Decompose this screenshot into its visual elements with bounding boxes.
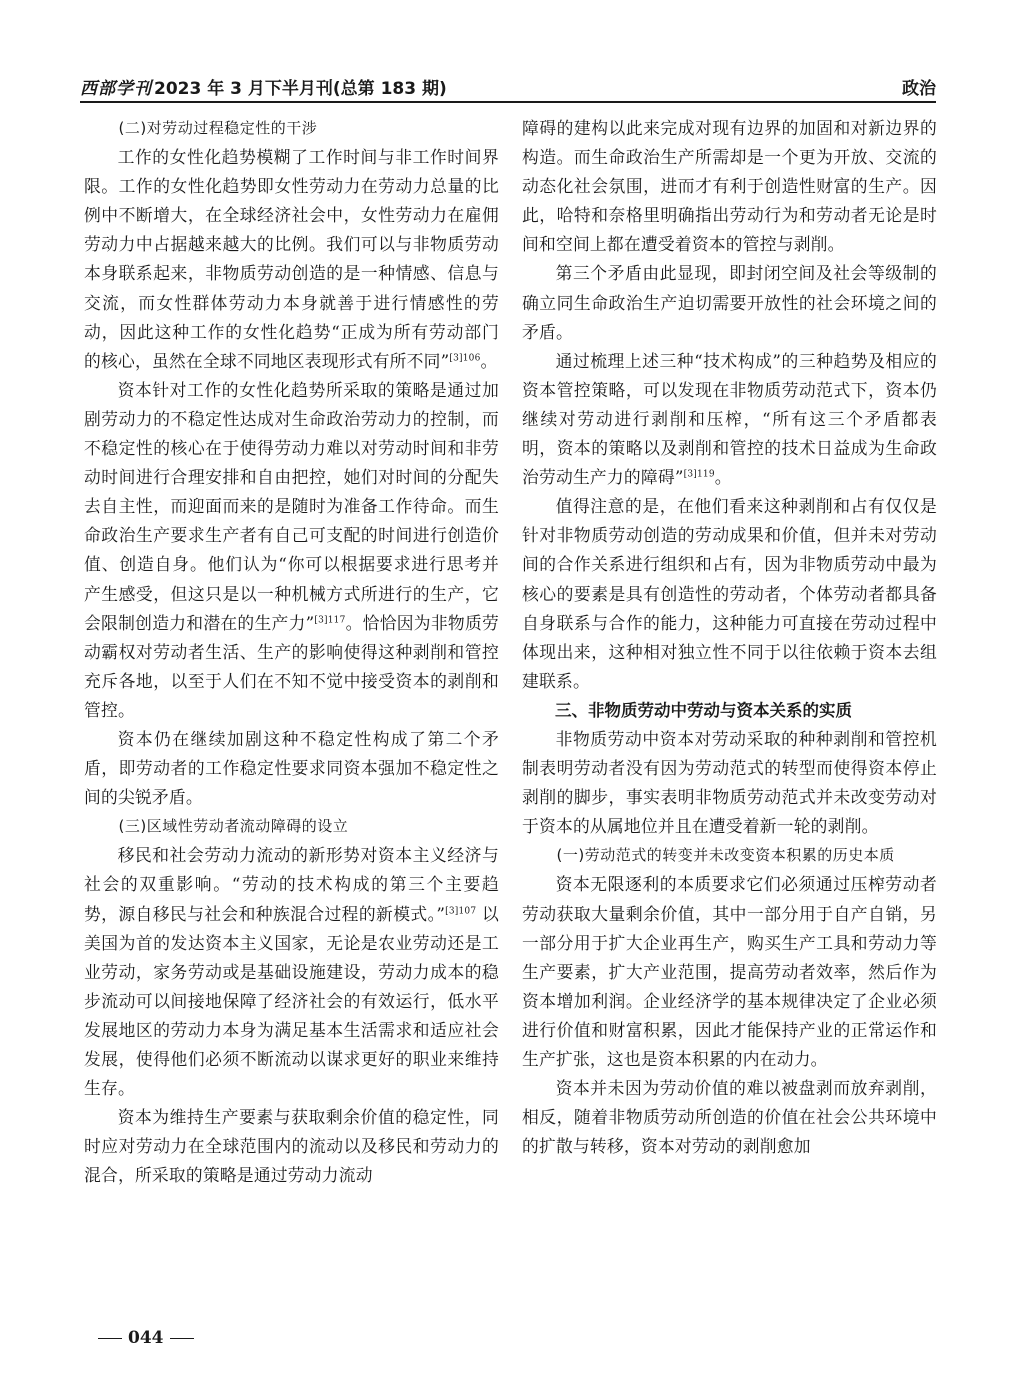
paragraph-text-tail: 。恰恰因为非物质劳动霸权对劳动者生活、生产的影响使得这种剥削和管控充斥各地，以至于人们在不知不觉中接受资本的剥削和管控。	[84, 612, 499, 720]
paragraph-text: 资本为维持生产要素与获取剩余价值的稳定性，同时应对劳动力在全球范围内的流动以及移民和劳动力的混合，所采取的策略是通过劳动力流动	[84, 1107, 499, 1186]
running-header	[80, 72, 936, 100]
issue-info: 2023 年 3 月下半月刊(总第 183 期)	[154, 79, 447, 99]
body-paragraph	[522, 1074, 937, 1161]
journal-logo: 西部学刊	[80, 79, 152, 99]
subsection-heading	[522, 841, 937, 870]
section-name: 政治	[902, 79, 936, 99]
paragraph-text: 资本针对工作的女性化趋势所采取的策略是通过加剧劳动力的不稳定性达成对生命政治劳动力的控制，而不稳定性的核心在于使得劳动力难以对劳动时间和非劳动时间进行合理安排和自由把控，她们对时间的分配失去自主性，而迎面而来的是随时为准备工作待命。而生命政治生产要求生产者有自己可支配的时间进行创造价值、创造自身。他们认为“你可以根据要求进行思考并产生感受，但这只是以一种机械方式所进行的生产，它会限制创造力和潜在的生产力”	[84, 379, 499, 633]
body-paragraph	[522, 870, 937, 1074]
body-paragraph	[522, 725, 937, 841]
paragraph-text: 资本并未因为劳动价值的难以被盘剥而放弃剥削，相反，随着非物质劳动所创造的价值在社会公共环境中的扩散与转移，资本对劳动的剥削愈加	[522, 1078, 937, 1157]
paragraph-text-tail: 以美国为首的发达资本主义国家，无论是农业劳动还是工业劳动，家务劳动或是基础设施建设，劳动力成本的稳步流动可以间接地保障了经济社会的有效运行，低水平发展地区的劳动力本身为满足基本生活需求和适应社会发展，使得他们必须不断流动以谋求更好的职业来维持生存。	[84, 903, 499, 1099]
folio-dash-right	[170, 1338, 194, 1339]
journal-issue	[80, 74, 447, 99]
left-column	[84, 114, 499, 1190]
subsection-heading: (三)区域性劳动者流动障碍的设立	[118, 817, 349, 836]
body-paragraph	[84, 841, 499, 1103]
body-paragraph	[522, 492, 937, 696]
paragraph-text: 资本仍在继续加剧这种不稳定性构成了第二个矛盾，即劳动者的工作稳定性要求同资本强加不稳定性之间的尖锐矛盾。	[84, 728, 499, 808]
body-paragraph	[522, 114, 937, 259]
paragraph-text-tail: 。	[480, 350, 498, 371]
header-rule	[80, 101, 936, 103]
paragraph-text: 值得注意的是，在他们看来这种剥削和占有仅仅是针对非物质劳动创造的劳动成果和价值，但并未对劳动间的合作关系进行组织和占有，因为非物质劳动中最为核心的要素是具有创造性的劳动者，个体劳动者都具备自身联系与合作的能力，这种能力可直接在劳动过程中体现出来，这种相对独立性不同于以往依赖于资本去组建联系。	[522, 496, 937, 691]
right-column	[522, 114, 937, 1161]
folio-dash-left	[98, 1338, 122, 1339]
page-number: 044	[128, 1328, 164, 1348]
subsection-heading-text: (一)劳动范式的转变并未改变资本积累的历史本质	[556, 846, 895, 865]
section-heading: 三、非物质劳动中劳动与资本关系的实质	[555, 700, 852, 720]
subsection-heading: (二)对劳动过程稳定性的干涉	[118, 119, 318, 137]
body-paragraph	[522, 347, 937, 492]
citation-ref: [3]117	[314, 615, 346, 625]
paragraph-text: 通过梳理上述三种“技术构成”的三种趋势及相应的资本管控策略，可以发现在非物质劳动范式下，资本仍继续对劳动进行剥削和压榨，“所有这三个矛盾都表明，资本的策略以及剥削和管控的技术日益成为生命政治劳动生产力的障碍”	[522, 350, 937, 488]
citation-ref: [3]107	[445, 905, 477, 916]
paragraph-text: 障碍的建构以此来完成对现有边界的加固和对新边界的构造。而生命政治生产所需却是一个更为开放、交流的动态化社会氛围，进而才有利于创造性财富的生产。因此，哈特和奈格里明确指出劳动行为和劳动者无论是时间和空间上都在遭受着资本的管控与剥削。	[522, 118, 937, 255]
paragraph-text: 移民和社会劳动力流动的新形势对资本主义经济与社会的双重影响。“劳动的技术构成的第三个主要趋势，源自移民与社会和种族混合过程的新模式。”	[84, 845, 499, 924]
page-folio	[92, 1328, 200, 1348]
paragraph-text: 第三个矛盾由此显现，即封闭空间及社会等级制的确立同生命政治生产迫切需要开放性的社会环境之间的矛盾。	[522, 263, 937, 342]
citation-ref: [3]119	[683, 469, 715, 480]
body-paragraph	[84, 725, 499, 812]
paragraph-text: 非物质劳动中资本对劳动采取的种种剥削和管控机制表明劳动者没有因为劳动范式的转型而使得资本停止剥削的脚步，事实表明非物质劳动范式并未改变劳动对于资本的从属地位并且在遭受着新一轮的剥削。	[522, 728, 937, 837]
body-paragraph	[84, 376, 499, 725]
citation-ref: [3]106	[449, 353, 481, 364]
body-paragraph	[84, 1103, 499, 1190]
paragraph-text-tail: 。	[714, 467, 732, 488]
body-paragraph	[522, 259, 937, 346]
paragraph-text: 工作的女性化趋势模糊了工作时间与非工作时间界限。工作的女性化趋势即女性劳动力在劳动力总量的比例中不断增大，在全球经济社会中，女性劳动力在雇佣劳动力中占据越来越大的比例。我们可以与非物质劳动本身联系起来，非物质劳动创造的是一种情感、信息与交流，而女性群体劳动力本身就善于进行情感性的劳动，因此这种工作的女性化趋势“正成为所有劳动部门的核心，虽然在全球不同地区表现形式有所不同”	[84, 147, 499, 371]
body-paragraph	[84, 143, 499, 376]
paragraph-text: 资本无限逐利的本质要求它们必须通过压榨劳动者劳动获取大量剩余价值，其中一部分用于自产自销，另一部分用于扩大企业再生产，购买生产工具和劳动力等生产要素，扩大产业范围，提高劳动者效率，然后作为资本增加利润。企业经济学的基本规律决定了企业必须进行价值和财富积累，因此才能保持产业的正常运作和生产扩张，这也是资本积累的内在动力。	[522, 874, 937, 1069]
